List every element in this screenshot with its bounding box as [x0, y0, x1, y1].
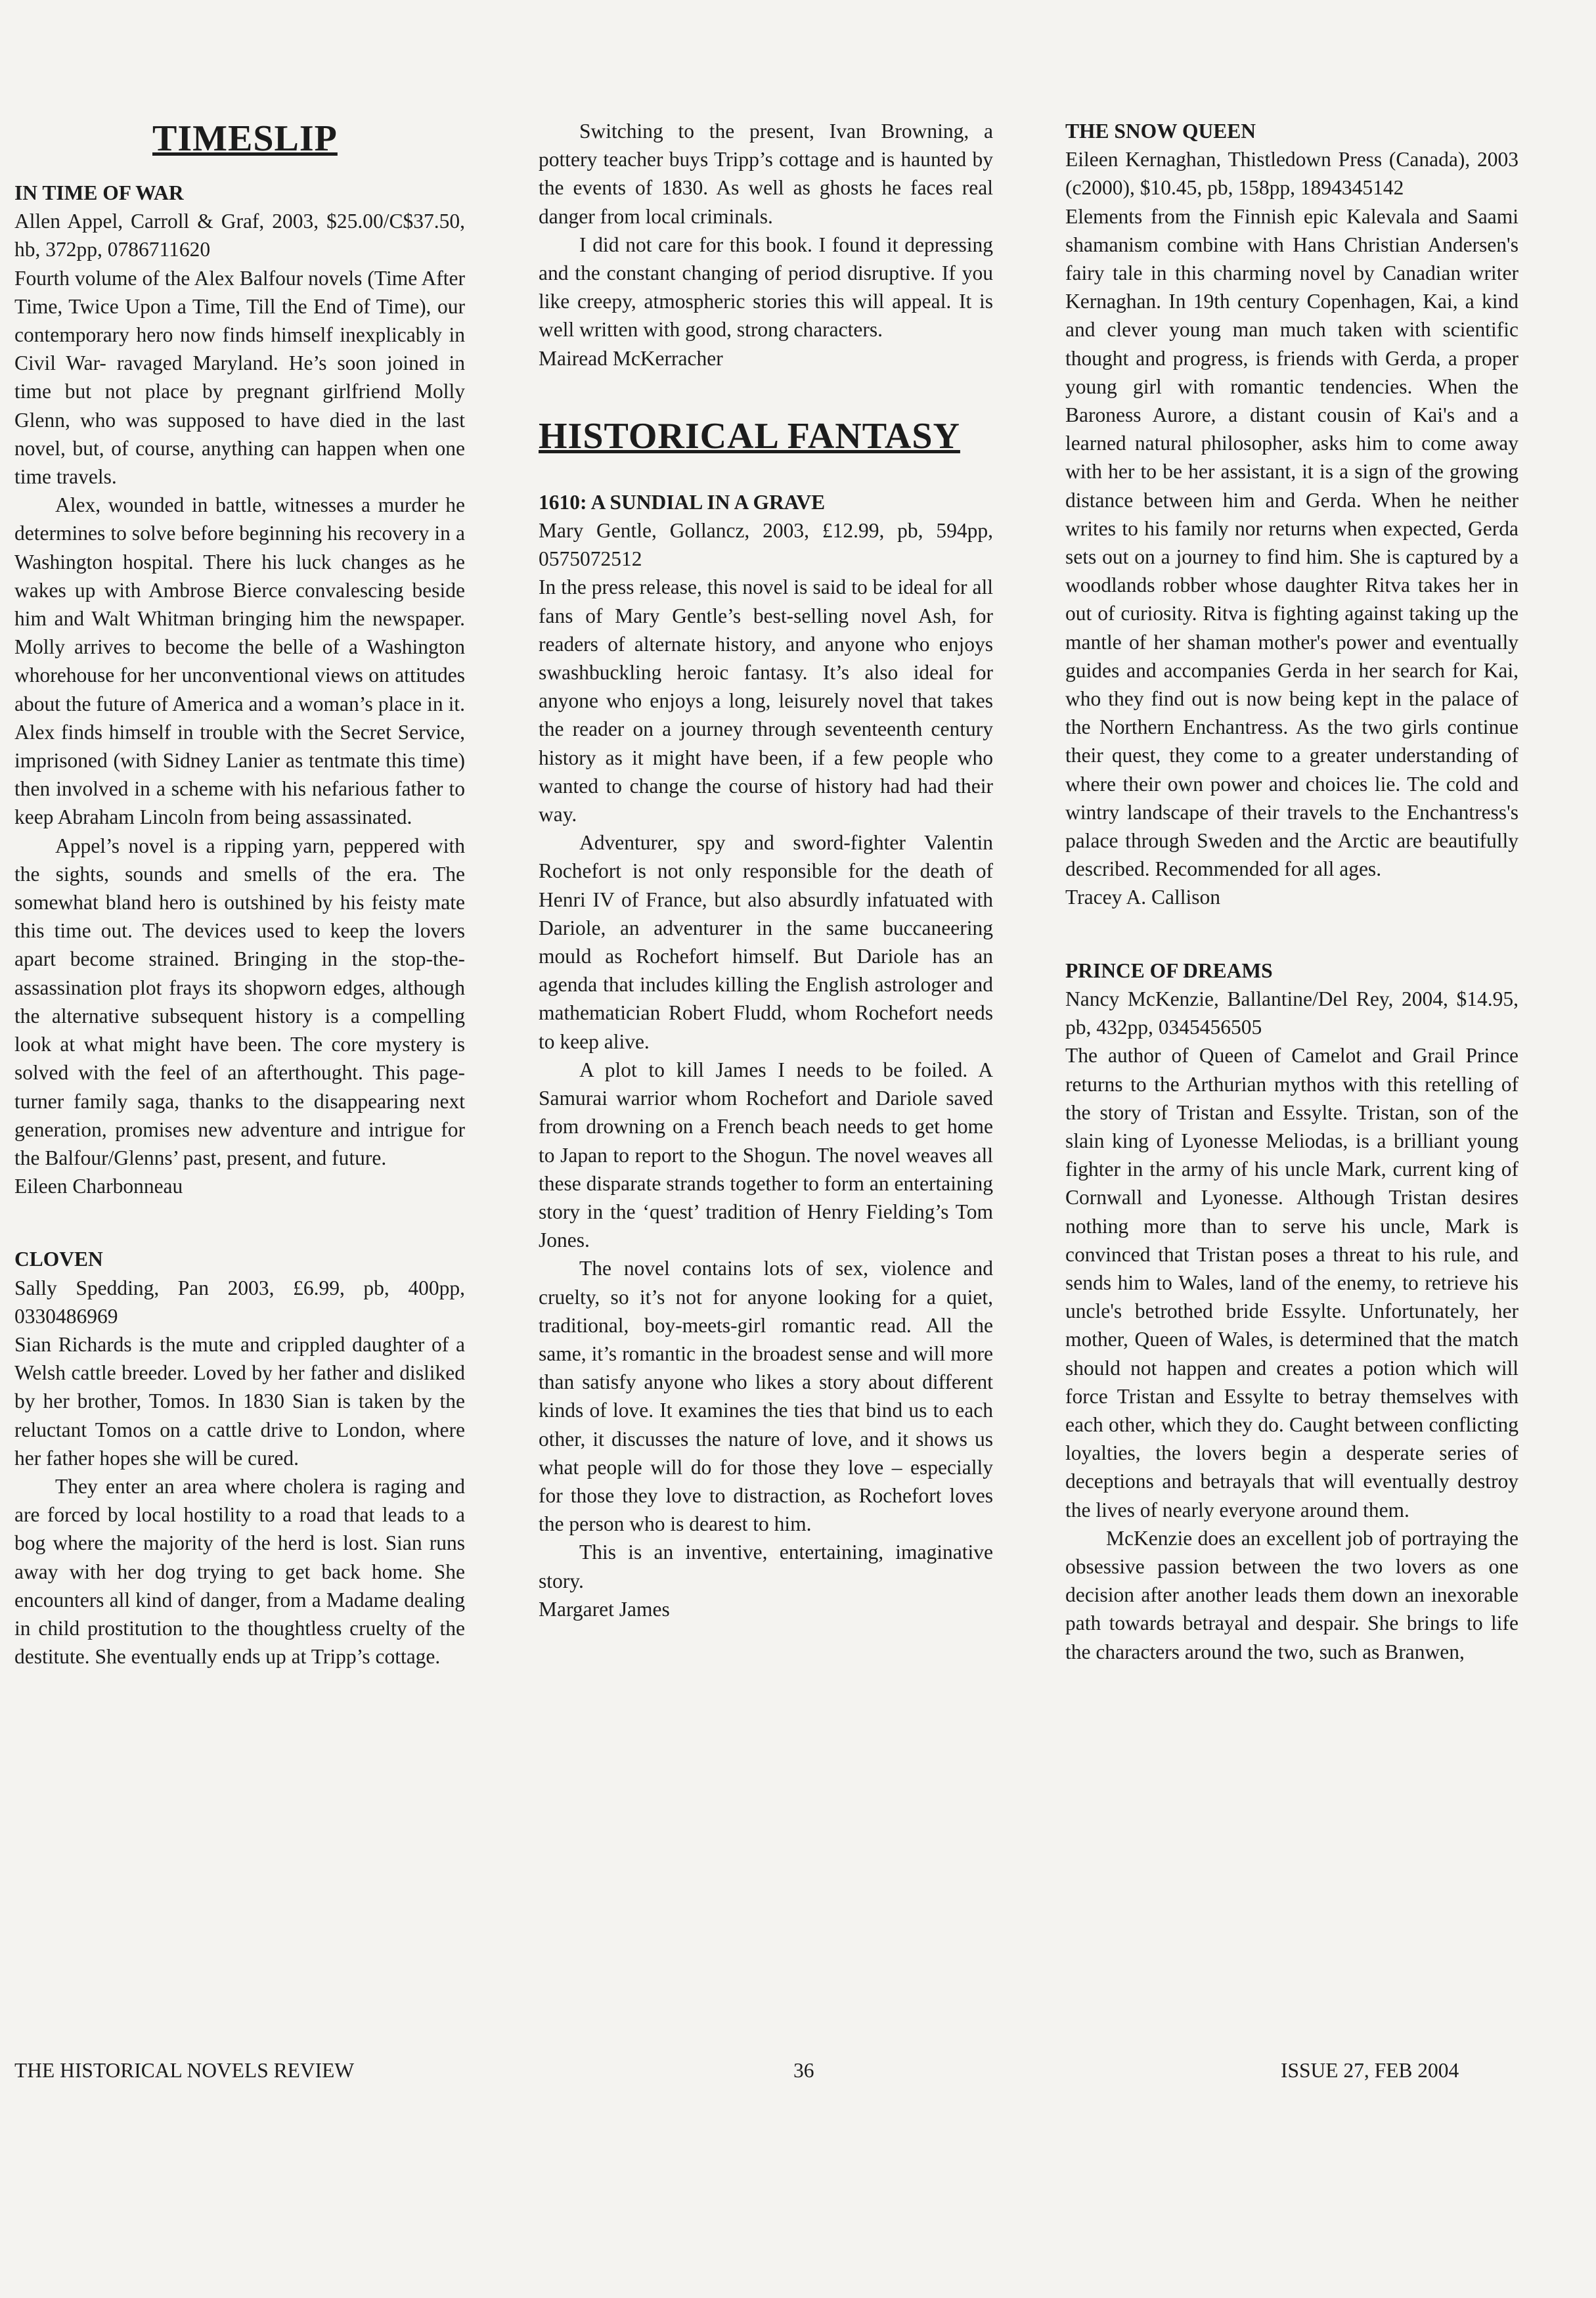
review-paragraph: Alex, wounded in battle, witnesses a murder he determines to solve before beginning his recovery in a Washington hospital. There his luck changes as he wakes up with Ambrose Bierce convalescing beside him and Walt Whitman bringing him the newspaper. Molly arrives to become the belle of a Washington whorehouse for her unconventional views on attitudes about the future of America and a woman’s place in it. Alex finds himself in trouble with the Secret Service, imprisoned (with Sidney Lanier as tentmate this time) then involved in a scheme with his nefarious father to keep Abraham Lincoln from being assassinated. [14, 493, 465, 829]
section-heading-historical-fantasy: HISTORICAL FANTASY [539, 415, 960, 457]
review-paragraph: They enter an area where cholera is raging and are forced by local hostility to a road that leads to a bog where the majority of the herd is lost. Sian runs away with her dog trying to get back home. She encounters all kind of danger, from a Madame dealing in child prostitution to the thoughtless cruelty of the destitute. She eventually ends up at Tripp’s cottage. [14, 1474, 465, 1669]
review-the-snow-queen [1065, 117, 1518, 912]
review-paragraph: The novel contains lots of sex, violence and cruelty, so it’s not for anyone looking for a quiet, traditional, boy-meets-girl romantic read. All the same, it’s romantic in the broadest sense and will more than satisfy anyone who likes a story about different kinds of love. It examines the ties that bind us to each other, it discusses the nature of love, and it shows us what people will do for those they love – especially for those they love to distraction, as Rochefort loves the person who is dearest to him. [539, 1257, 993, 1536]
review-title: THE SNOW QUEEN [1065, 120, 1256, 143]
review-prince-of-dreams [1065, 957, 1518, 1666]
reviewer-name: Margaret James [539, 1597, 670, 1621]
review-in-time-of-war [14, 179, 465, 1200]
review-sundial-in-a-grave [539, 488, 993, 1623]
review-paragraph: Adventurer, spy and sword-fighter Valentin Rochefort is not only responsible for the death of Henri IV of France, but also absurdly infatuated with Dariole, an adventurer in the same buccaneering mould as Rochefort himself. But Dariole has an agenda that includes killing the English astrologer and mathematician Robert Fludd, whom Rochefort needs to keep alive. [539, 831, 993, 1053]
column-middle [539, 117, 993, 1623]
reviewer-name: Tracey A. Callison [1065, 886, 1220, 909]
review-paragraph: McKenzie does an excellent job of portraying the obsessive passion between the two lovers as one decision after another leads them down an inexorable path towards betrayal and despair. She brings to life the characters around the two, such as Branwen, [1065, 1526, 1518, 1663]
review-biblio: Mary Gentle, Gollancz, 2003, £12.99, pb, 594pp, 0575072512 [539, 519, 993, 571]
footer-publication-name: THE HISTORICAL NOVELS REVIEW [14, 2059, 355, 2082]
reviewer-name: Eileen Charbonneau [14, 1175, 183, 1198]
review-paragraph: A plot to kill James I needs to be foiled. A Samurai warrior whom Rochefort and Dariole saved from drowning on a French beach needs to get home to Japan to report to the Shogun. The novel weaves all these disparate strands together to form an entertaining story in the ‘quest’ tradition of Henry Fielding’s Tom Jones. [539, 1058, 993, 1252]
section-heading-timeslip: TIMESLIP [152, 118, 338, 159]
review-paragraph: In the press release, this novel is said to be ideal for all fans of Mary Gentle’s best-selling novel Ash, for readers of alternate history, and anyone who enjoys swashbuckling heroic fantasy. It’s also ideal for anyone who enjoys a long, leisurely novel that takes the reader on a journey through seventeenth century history as it might have been, if a few people who wanted to change the course of history had had their way. [539, 575, 993, 826]
review-cloven [14, 1245, 465, 1671]
review-paragraph: Switching to the present, Ivan Browning, a pottery teacher buys Tripp’s cottage and is haunted by the events of 1830. As well as ghosts he faces real danger from local criminals. [539, 120, 993, 228]
review-paragraph: Sian Richards is the mute and crippled daughter of a Welsh cattle breeder. Loved by her father and disliked by her brother, Tomos. In 1830 Sian is taken by the reluctant Tomos on a cattle drive to London, where her father hopes she will be cured. [14, 1332, 465, 1470]
column-left [14, 117, 465, 1671]
review-paragraph: Elements from the Finnish epic Kalevala and Saami shamanism combine with Hans Christian Andersen's fairy tale in this charming novel by Canadian writer Kernaghan. In 19th century Copenhagen, Kai, a kind and clever young man much taken with scientific thought and progress, is friends with Gerda, a proper young girl with romantic tendencies. When the Baroness Aurore, a distant cousin of Kai's and a learned natural philosopher, asks him to come away with her to be her assistant, it is a sign of the growing distance between him and Gerda. When he neither writes to his family nor returns when expected, Gerda sets out on a journey to find him. She is captured by a woodlands robber whose daughter Ritva takes her in out of curiosity. Ritva is fighting against taking up the mantle of her shaman mother's power and eventually guides and accompanies Gerda in her search for Kai, who they find out is now being kept in the palace of the Northern Enchantress. As the two girls continue their quest, they come to a greater understanding of where their own power and choices lie. The cold and wintry landscape of their travels to the Enchantress's palace through Sweden and the Arctic are beautifully described. Recommended for all ages. [1065, 204, 1518, 881]
review-title: CLOVEN [14, 1248, 103, 1271]
review-biblio: Eileen Kernaghan, Thistledown Press (Canada), 2003 (c2000), $10.45, pb, 158pp, 1894345142 [1065, 148, 1518, 200]
footer-issue: ISSUE 27, FEB 2004 [1281, 2059, 1459, 2082]
review-biblio: Nancy McKenzie, Ballantine/Del Rey, 2004, $14.95, pb, 432pp, 0345456505 [1065, 987, 1518, 1039]
reviewer-name: Mairead McKerracher [539, 346, 723, 370]
review-title: PRINCE OF DREAMS [1065, 958, 1273, 982]
review-paragraph: The author of Queen of Camelot and Grail Prince returns to the Arthurian mythos with this retelling of the story of Tristan and Essylte. Tristan, son of the slain king of Lyonesse Meliodas, is a brilliant young fighter in the army of his uncle Mark, current king of Cornwall and Lyonesse. Although Tristan desires nothing more than to serve his uncle, Mark is convinced that Tristan poses a threat to his rule, and sends him to Wales, land of the enemy, to retrieve his uncle's betrothed bride Essylte. Unfortunately, her mother, Queen of Wales, is determined that the match should not happen and creates a potion which will force Tristan and Essylte to betray themselves with each other, which they do. Caught between conflicting loyalties, the lovers begin a desperate series of deceptions and betrayals that will eventually destroy the lives of nearly everyone around them. [1065, 1044, 1518, 1521]
review-paragraph: I did not care for this book. I found it depressing and the constant changing of period disruptive. If you like creepy, atmospheric stories this will appeal. It is well written with good, strong characters. [539, 233, 993, 342]
footer-page-number: 36 [793, 2059, 814, 2082]
review-paragraph: Appel’s novel is a ripping yarn, peppered with the sights, sounds and smells of the era. The somewhat bland hero is outshined by his feisty mate this time out. The devices used to keep the lovers apart become strained. Bringing in the stop-the-assassination plot frays its shopworn edges, although the alternative subsequent history is a compelling look at what might have been. The core mystery is solved with the feel of an afterthought. This page-turner family saga, thanks to the disappearing next generation, promises new adventure and intrigue for the Balfour/Glenns’ past, present, and future. [14, 834, 465, 1169]
review-title: 1610: A SUNDIAL IN A GRAVE [539, 490, 826, 514]
review-paragraph: This is an inventive, entertaining, imaginative story. [539, 1541, 993, 1592]
review-biblio: Allen Appel, Carroll & Graf, 2003, $25.00/C$37.50, hb, 372pp, 0786711620 [14, 210, 465, 261]
column-right [1065, 117, 1518, 1666]
review-paragraph: Fourth volume of the Alex Balfour novels (Time After Time, Twice Upon a Time, Till the End of Time), our contemporary hero now finds himself inexplicably in Civil War- ravaged Maryland. He’s soon joined in time but not place by pregnant girlfriend Molly Glenn, who was supposed to have died in the last novel, but, of course, anything can happen when one time travels. [14, 266, 465, 489]
review-title: IN TIME OF WAR [14, 181, 184, 204]
review-biblio: Sally Spedding, Pan 2003, £6.99, pb, 400pp, 0330486969 [14, 1276, 465, 1328]
